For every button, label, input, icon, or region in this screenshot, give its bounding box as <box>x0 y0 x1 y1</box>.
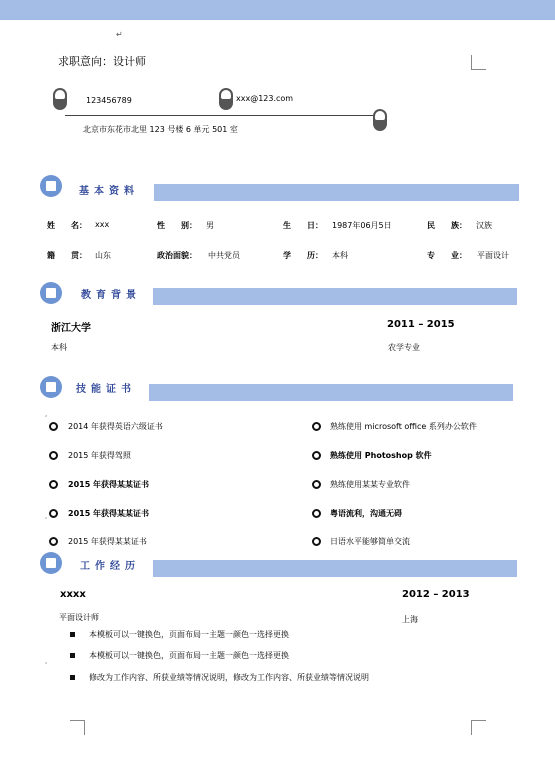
skill-bullet-icon <box>312 509 321 518</box>
political-label: 政治面貌： <box>157 251 197 260</box>
paragraph-mark: , <box>45 657 48 665</box>
job-location: 上海 <box>402 615 418 624</box>
job-position: 平面设计师 <box>59 613 99 622</box>
degree-label: 学 历： <box>283 251 323 260</box>
skill-right-2: 熟练使用 Photoshop 软件 <box>330 451 432 460</box>
section-bar-skills <box>149 384 513 401</box>
hometown-value: 山东 <box>95 251 111 260</box>
ethnic-label: 民 族： <box>427 221 467 230</box>
section-bar-education <box>153 288 517 305</box>
gender-value: 男 <box>206 221 214 230</box>
skill-bullet-icon <box>312 422 321 431</box>
skill-right-4: 粤语流利，沟通无碍 <box>330 509 402 518</box>
birth-label: 生 日： <box>283 221 323 230</box>
phone-icon <box>53 88 67 110</box>
name-value: xxx <box>95 220 110 229</box>
home-address: 北京市东花市北里 123 号楼 6 单元 501 室 <box>83 125 238 134</box>
duty-bullet-icon <box>70 675 75 680</box>
duty-3: 修改为工作内容、所获业绩等情况说明，修改为工作内容、所获业绩等情况说明 <box>89 673 369 682</box>
section-bar-basic <box>154 184 519 201</box>
company-name: xxxx <box>60 589 86 600</box>
birth-value: 1987年06月5日 <box>332 221 392 230</box>
skill-bullet-icon <box>49 422 58 431</box>
skill-bullet-icon <box>312 480 321 489</box>
skill-right-3: 熟练使用某某专业软件 <box>330 480 410 489</box>
section-icon-skills <box>40 376 62 398</box>
duty-bullet-icon <box>70 653 75 658</box>
education-major: 农学专业 <box>388 343 420 352</box>
skill-left-2: 2015 年获得驾照 <box>68 451 131 460</box>
skill-bullet-icon <box>312 451 321 460</box>
skill-left-1: 2014 年获得英语六级证书 <box>68 422 163 431</box>
crop-mark-bottom-left <box>70 720 85 735</box>
skill-bullet-icon <box>49 480 58 489</box>
crop-mark-bottom-right <box>471 720 486 735</box>
section-title-education: 教育背景 <box>81 290 141 301</box>
major-label: 专 业： <box>427 251 467 260</box>
section-icon-education <box>40 282 62 304</box>
ethnic-value: 汉族 <box>476 221 492 230</box>
section-bar-work <box>153 560 517 577</box>
skill-bullet-icon <box>312 537 321 546</box>
major-value: 平面设计 <box>477 251 509 260</box>
education-degree: 本科 <box>51 343 67 352</box>
paragraph-return-mark: ↵ <box>116 30 123 39</box>
gender-label: 性 别： <box>157 221 197 230</box>
email-address: xxx@123.com <box>236 94 294 103</box>
work-period: 2012 – 2013 <box>402 589 470 600</box>
crop-mark-top-right <box>471 55 486 70</box>
section-title-basic: 基本资料 <box>79 186 139 197</box>
job-objective: 求职意向：设计师 <box>58 55 146 68</box>
skill-left-3: 2015 年获得某某证书 <box>68 480 150 489</box>
header-divider <box>65 115 375 116</box>
email-icon <box>219 88 233 110</box>
duty-1: 本模板可以一键换色，页面布局一主题一颜色一选择更换 <box>89 630 289 639</box>
degree-value: 本科 <box>332 251 348 260</box>
skill-left-4: 2015 年获得某某证书 <box>68 509 150 518</box>
location-icon <box>373 109 387 131</box>
skill-left-5: 2015 年获得某某证书 <box>68 537 147 546</box>
skill-right-1: 熟练使用 microsoft office 系列办公软件 <box>330 422 477 431</box>
skill-right-5: 日语水平能够简单交流 <box>330 537 410 546</box>
section-icon-basic <box>40 175 62 197</box>
section-icon-work <box>40 552 62 574</box>
paragraph-mark: , <box>45 410 48 418</box>
skill-bullet-icon <box>49 509 58 518</box>
skill-bullet-icon <box>49 537 58 546</box>
duty-bullet-icon <box>70 632 75 637</box>
phone-number: 123456789 <box>86 96 132 105</box>
name-label: 姓 名： <box>47 221 87 230</box>
education-period: 2011 – 2015 <box>387 319 455 330</box>
school-name: 浙江大学 <box>51 323 91 334</box>
section-title-skills: 技能证书 <box>76 384 136 395</box>
skill-bullet-icon <box>49 451 58 460</box>
hometown-label: 籍 贯： <box>47 251 87 260</box>
top-color-bar <box>0 0 555 20</box>
paragraph-mark: , <box>45 512 48 520</box>
political-value: 中共党员 <box>208 251 240 260</box>
section-title-work: 工作经历 <box>80 561 140 572</box>
duty-2: 本模板可以一键换色，页面布局一主题一颜色一选择更换 <box>89 651 289 660</box>
